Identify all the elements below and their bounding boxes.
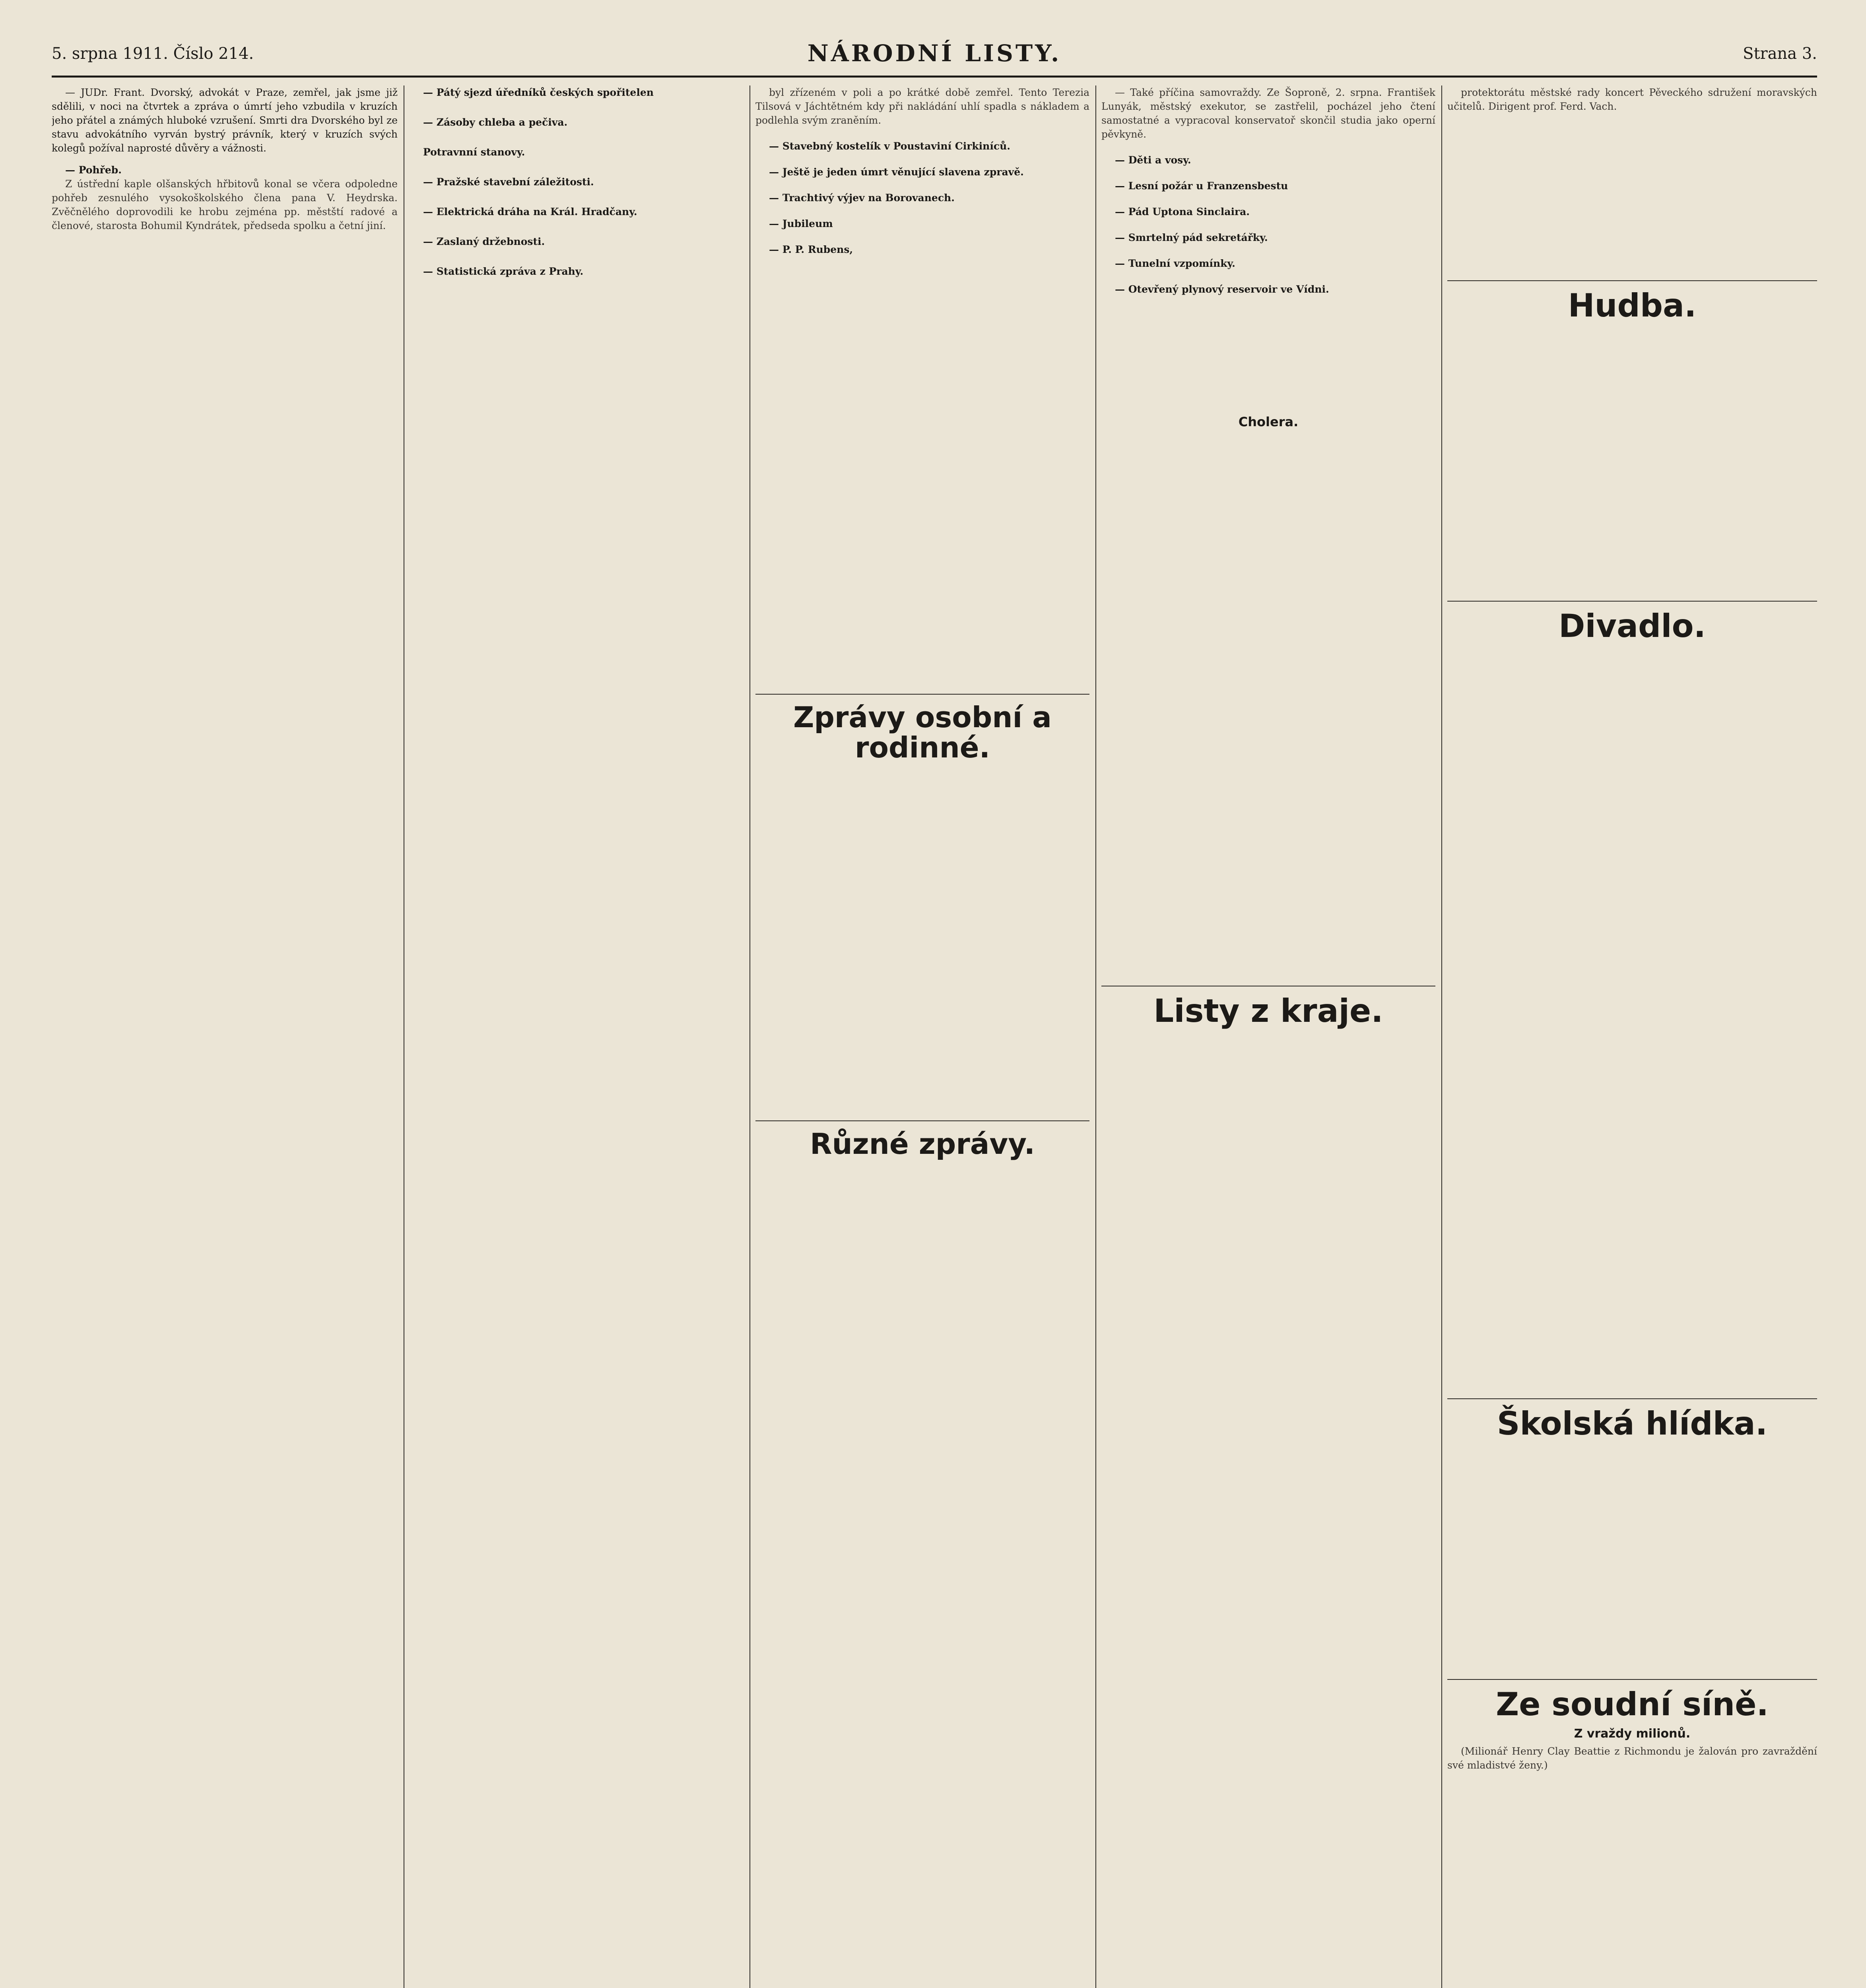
headline-stanovy: Potravnní stanovy. — [423, 146, 525, 158]
section-listy-z-kraje: Listy z kraje. — [1153, 992, 1383, 1029]
subhead-vrazda: Z vraždy milionů. — [1574, 1727, 1691, 1741]
section-osobni-rodinne: Zprávy osobní a rodinné. — [793, 701, 1052, 764]
headline-drahy: — Elektrická dráha na Král. Hradčany. — [423, 206, 637, 217]
article-dvorsky: — JUDr. Frant. Dvorský, advokát v Praze, zemřel, jak jsme již sdělili, v noci na čtvrtek a zpráva o úmrtí jeho vzbudila v kruzích jeho přátel a známých hluboké vzrušení. Smrti dra Dvorského byl ze stavu advokátního vyrván bystrý právník, který v kruzích svých kolegů požíval naprosté důvěry a vážnosti. — [52, 87, 398, 154]
headline-jubileum: — Jubileum — [769, 218, 833, 229]
page-number: Strana 3. — [1743, 45, 1817, 63]
section-soudni-sin: Ze soudní síně. — [1496, 1686, 1769, 1723]
column-4 — [1101, 85, 1435, 1988]
newspaper-title: NÁRODNÍ LISTY. — [807, 40, 1062, 67]
column-2 — [410, 85, 744, 1988]
section-skolska-hlidka: Školská hlídka. — [1497, 1405, 1768, 1442]
headline-reservoir: — Otevřený plynový reservoir ve Vídni. — [1115, 283, 1329, 295]
column-1 — [52, 85, 398, 1988]
column-divider — [1441, 85, 1442, 1988]
section-rule — [1447, 280, 1817, 281]
headline-deti-vosy: — Děti a vosy. — [1115, 154, 1191, 166]
section-hudba: Hudba. — [1568, 287, 1697, 324]
headline-umrti: — Ještě je jeden úmrt věnující slavena zpravě. — [769, 166, 1024, 178]
section-rule — [755, 694, 1089, 695]
article-lunyak: — Také příčina samovraždy. Ze Šoproně, 2. srpna. František Lunyák, městský exekutor, se zastřelil, pocházel jeho čtení samostatné a vypracoval konservatoř skončil studia jako operní pěvkyně. — [1101, 87, 1435, 140]
section-divadlo: Divadlo. — [1559, 608, 1706, 645]
article-terezia: byl zřízeném v poli a po krátké době zemřel. Tento Terezia Tilsová v Jáchtětném kdy při nakládání uhlí spadla s nákladem a podlehla svým zraněním. — [755, 87, 1089, 126]
masthead — [52, 40, 1817, 72]
headline-chleb: — Zásoby chleba a pečiva. — [423, 116, 568, 128]
headline-statistika: — Statistická zpráva z Prahy. — [423, 266, 584, 277]
section-ruzne-zpravy: Různé zprávy. — [810, 1127, 1035, 1161]
headline-sekretarka: — Smrtelný pád sekretářky. — [1115, 232, 1268, 243]
section-rule — [1447, 601, 1817, 602]
column-5 — [1447, 85, 1817, 1988]
headline-lesni-pozar: — Lesní požár u Franzensbestu — [1115, 180, 1288, 192]
issue-date: 5. srpna 1911. Číslo 214. — [52, 45, 254, 63]
headline-borovany: — Trachtivý výjev na Borovanech. — [769, 192, 955, 204]
headline-sinclair: — Pád Uptona Sinclaira. — [1115, 206, 1250, 217]
article-headline-pohreb: — Pohřeb. — [65, 164, 122, 176]
headline-stavebni: — Pražské stavební záležitosti. — [423, 176, 594, 188]
section-rule — [1447, 1398, 1817, 1399]
headline-tunel: — Tunelní vzpomínky. — [1115, 258, 1235, 269]
headline-rubens: — P. P. Rubens, — [769, 244, 853, 255]
column-divider — [1095, 85, 1096, 1988]
column-3 — [755, 85, 1089, 1988]
masthead-rule — [52, 76, 1817, 78]
headline-sporitelny: — Pátý sjezd úředníků českých spořitelen — [423, 87, 654, 98]
section-rule — [755, 1120, 1089, 1121]
article-beattie: (Milionář Henry Clay Beattie z Richmondu je žalován pro zavraždění své mladistvé ženy.) — [1447, 1745, 1817, 1771]
article-koncert: protektorátu městské rady koncert Pěveckého sdružení moravských učitelů. Dirigent prof. Ferd. Vach. — [1447, 87, 1817, 112]
subhead-cholera: Cholera. — [1238, 414, 1299, 429]
headline-drzebnosti: — Zaslaný držebnosti. — [423, 236, 545, 247]
article-pohreb: Z ústřední kaple olšanských hřbitovů konal se včera odpoledne pohřeb zesnulého vysokoškolského člena pana V. Heydrska. Zvěčnělého doprovodili ke hrobu zejména pp. městští radové a členové, starosta Bohumil Kyndrátek, předseda spolku a četní jiní. — [52, 178, 398, 231]
section-rule — [1447, 1679, 1817, 1680]
headline-kostelik: — Stavebný kostelík v Poustaviní Cirkiníců. — [769, 140, 1010, 152]
